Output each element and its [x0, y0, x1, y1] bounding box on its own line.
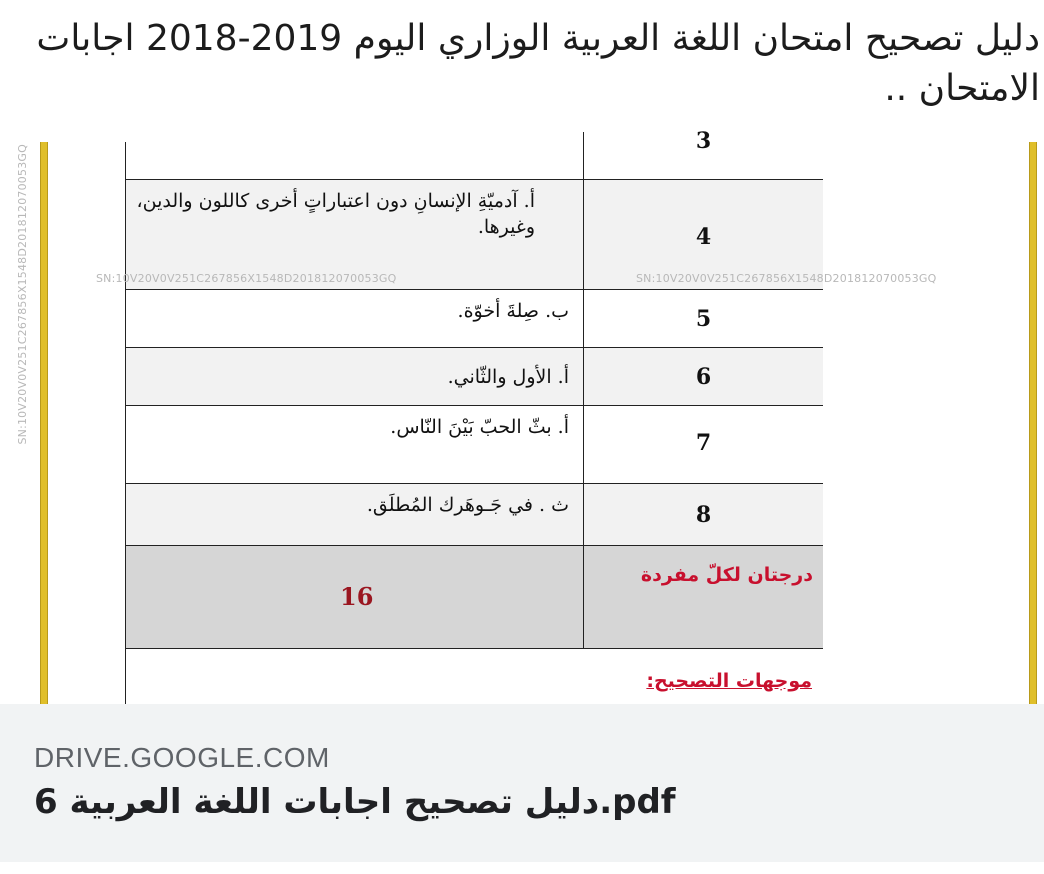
answer-text: أ. آدميّةِ الإنسانِ دون اعتباراتٍ أخرى كاللون والدين، وغيرها.: [136, 190, 535, 238]
watermark-vertical: SN:10V20V0V251C267856X1548D201812070053GQ: [16, 144, 29, 445]
answer-cell: [126, 406, 584, 484]
answer-cell: [126, 290, 584, 348]
page-border-left: [40, 142, 48, 704]
question-number: 5: [695, 306, 712, 332]
total-row: [126, 545, 823, 649]
notes-title: موجهات التصحيح:: [646, 670, 812, 692]
question-number: 6: [695, 364, 712, 390]
number-cell: [584, 290, 823, 348]
total-label: درجتان لكلّ مفردة: [640, 564, 813, 586]
question-number: 8: [695, 502, 712, 528]
page-border-right: [1029, 142, 1037, 704]
answer-text: أ. الأول والثّاني.: [447, 366, 569, 388]
number-cell: [584, 348, 823, 406]
link-title[interactable]: دليل تصحيح اجابات اللغة العربية 6.pdf: [34, 782, 676, 822]
number-cell: [584, 484, 823, 546]
link-preview-card[interactable]: [0, 704, 1044, 862]
table-row: [126, 347, 823, 406]
table-row: [126, 289, 823, 348]
answer-cell: [126, 348, 584, 406]
question-number: 7: [695, 430, 712, 456]
post-text: دليل تصحيح امتحان اللغة العربية الوزاري اليوم 2019-2018 اجابات الامتحان ..: [36, 18, 1040, 109]
answer-text: أ. بثّ الحبّ بَيْنَ النّاس.: [390, 416, 569, 438]
total-score: 16: [340, 582, 374, 611]
total-value-cell: [126, 546, 584, 648]
answer-text: ث . في جَـوهَرك المُطلَق.: [366, 494, 569, 516]
watermark-left: SN:10V20V0V251C267856X1548D201812070053GQ: [96, 272, 397, 285]
answer-text: ب. صِلةَ أخوّة.: [457, 300, 569, 322]
document-image[interactable]: [0, 128, 1044, 704]
question-number: 4: [695, 224, 712, 250]
number-cell: [584, 406, 823, 484]
table-row-partial: [126, 128, 823, 180]
total-label-cell: [584, 546, 823, 648]
answer-cell: [126, 132, 584, 180]
table-row: [126, 483, 823, 546]
answer-cell: [126, 484, 584, 546]
bottom-spacer: [0, 862, 1044, 874]
question-number: 3: [695, 128, 712, 154]
table-row: [126, 405, 823, 484]
number-cell: [584, 128, 823, 180]
link-domain: DRIVE.GOOGLE.COM: [34, 742, 330, 773]
watermark-right: SN:10V20V0V251C267856X1548D201812070053GQ: [636, 272, 937, 285]
